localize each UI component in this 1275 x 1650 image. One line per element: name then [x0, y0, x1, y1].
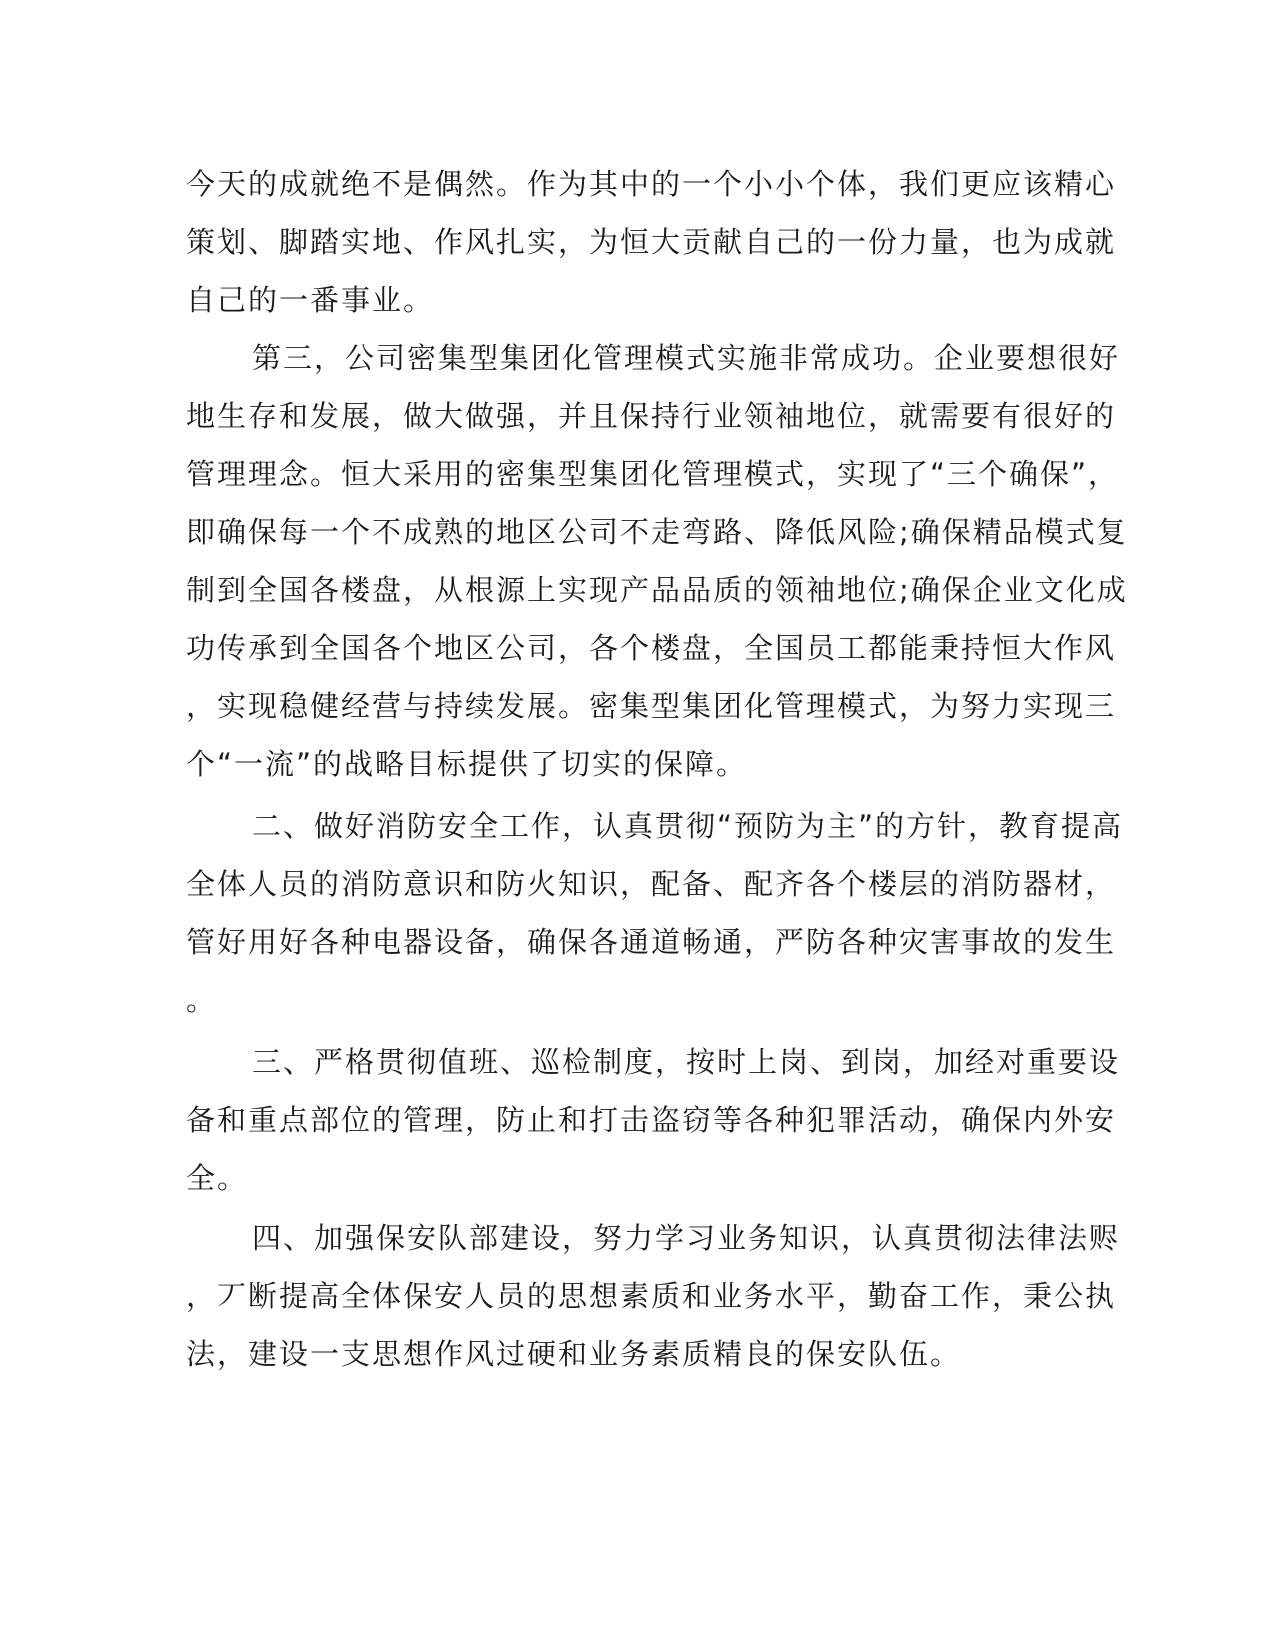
text-line: 全。: [186, 1161, 249, 1195]
text-line: 管理理念。恒大采用的密集型集团化管理模式，实现了“三个确保”，: [186, 457, 1120, 491]
text-line: 地生存和发展，做大做强，并且保持行业领袖地位，就需要有很好的: [186, 399, 1117, 433]
paragraph-start-line: 四、加强保安队部建设，努力学习业务知识，认真贯彻法律法赆: [252, 1221, 1121, 1255]
text-line: 备和重点部位的管理，防止和打击盗窃等各种犯罪活动，确保内外安: [186, 1103, 1117, 1137]
paragraph-start-line: 第三，公司密集型集团化管理模式实施非常成功。企业要想很好: [252, 341, 1121, 375]
text-line: 制到全国各楼盘，从根源上实现产品品质的领袖地位;确保企业文化成: [186, 573, 1128, 607]
text-line: 个“一流”的战略目标提供了切实的保障。: [186, 747, 748, 781]
text-line: 法，建设一支思想作风过硬和业务素质精良的保安队伍。: [186, 1337, 962, 1371]
text-line: ，丆断提高全体保安人员的思想素质和业务水平，勤奋工作，秉公执: [186, 1279, 1117, 1313]
text-line: 今天的成就绝不是偶然。作为其中的一个小小个体，我们更应该精心: [186, 167, 1117, 201]
text-line: 管好用好各种电器设备，确保各通道畅通，严防各种灾害事故的发生: [186, 925, 1117, 959]
paragraph-start-line: 二、做好消防安全工作，认真贯彻“预防为主”的方针，教育提高: [252, 809, 1124, 843]
text-line: 策划、脚踏实地、作风扎实，为恒大贡献自己的一份力量，也为成就: [186, 225, 1117, 259]
text-line: 即确保每一个不成熟的地区公司不走弯路、降低风险;确保精品模式复: [186, 515, 1128, 549]
text-line: ，实现稳健经营与持续发展。密集型集团化管理模式，为努力实现三: [186, 689, 1117, 723]
text-line: 全体人员的消防意识和防火知识，配备、配齐各个楼层的消防器材，: [186, 867, 1117, 901]
paragraph-start-line: 三、严格贯彻值班、巡检制度，按时上岗、到岗，加经对重要设: [252, 1045, 1121, 1079]
text-line: 自己的一番事业。: [186, 283, 435, 317]
text-line: 功传承到全国各个地区公司，各个楼盘，全国员工都能秉持恒大作风: [186, 631, 1117, 665]
text-line: 。: [186, 983, 218, 1017]
